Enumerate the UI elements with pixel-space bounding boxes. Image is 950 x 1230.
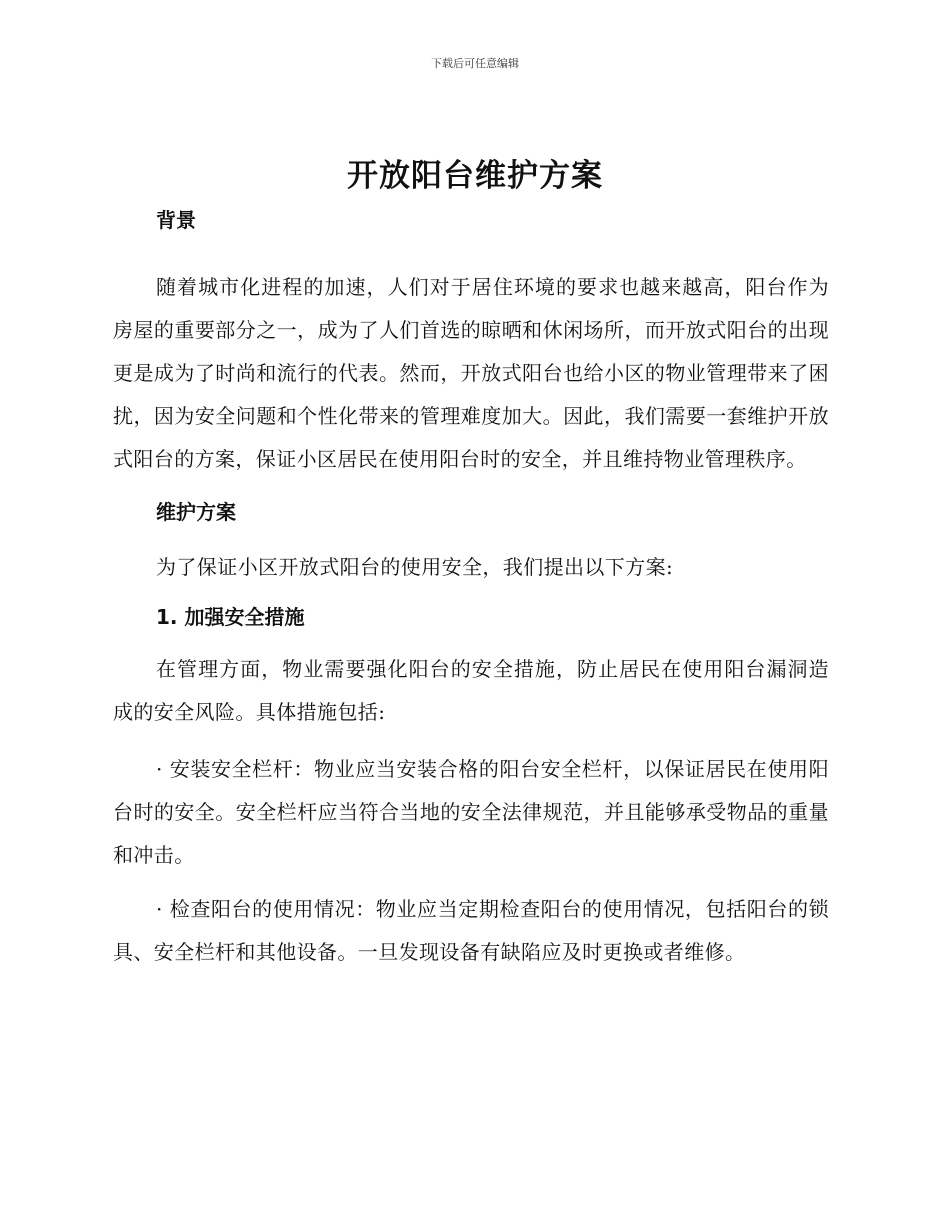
document-title: 开放阳台维护方案 — [347, 158, 603, 194]
section-heading-background: 背景 — [156, 208, 196, 232]
bullet-inspect-balcony: · 检查阳台的使用情况：物业应当定期检查阳台的使用情况，包括阳台的锁具、安全栏杆和其他设备。一旦发现设备有缺陷应及时更换或者维修。 — [113, 897, 829, 964]
document-body — [113, 200, 829, 974]
header-note: 下载后可任意编辑 — [431, 57, 519, 70]
section-heading-maintenance-plan: 维护方案 — [156, 500, 236, 524]
bullet-install-railing: · 安装安全栏杆：物业应当安装合格的阳台安全栏杆，以保证居民在使用阳台时的安全。安全栏杆应当符合当地的安全法律规范，并且能够承受物品的重量和冲击。 — [113, 757, 829, 867]
safety-intro-paragraph: 在管理方面，物业需要强化阳台的安全措施，防止居民在使用阳台漏洞造成的安全风险。具体措施包括: — [113, 657, 829, 724]
plan-intro-paragraph: 为了保证小区开放式阳台的使用安全，我们提出以下方案: — [156, 555, 674, 579]
section-heading-safety-measures: 1. 加强安全措施 — [156, 605, 305, 629]
background-paragraph: 随着城市化进程的加速，人们对于居住环境的要求也越来越高，阳台作为房屋的重要部分之一，成为了人们首选的晾晒和休闲场所，而开放式阳台的出现更是成为了时尚和流行的代表。然而，开放式阳台也给小区的物业管理带来了困扰，因为安全问题和个性化带来的管理难度加大。因此，我们需要一套维护开放式阳台的方案，保证小区居民在使用阳台时的安全，并且维持物业管理秩序。 — [113, 275, 829, 471]
